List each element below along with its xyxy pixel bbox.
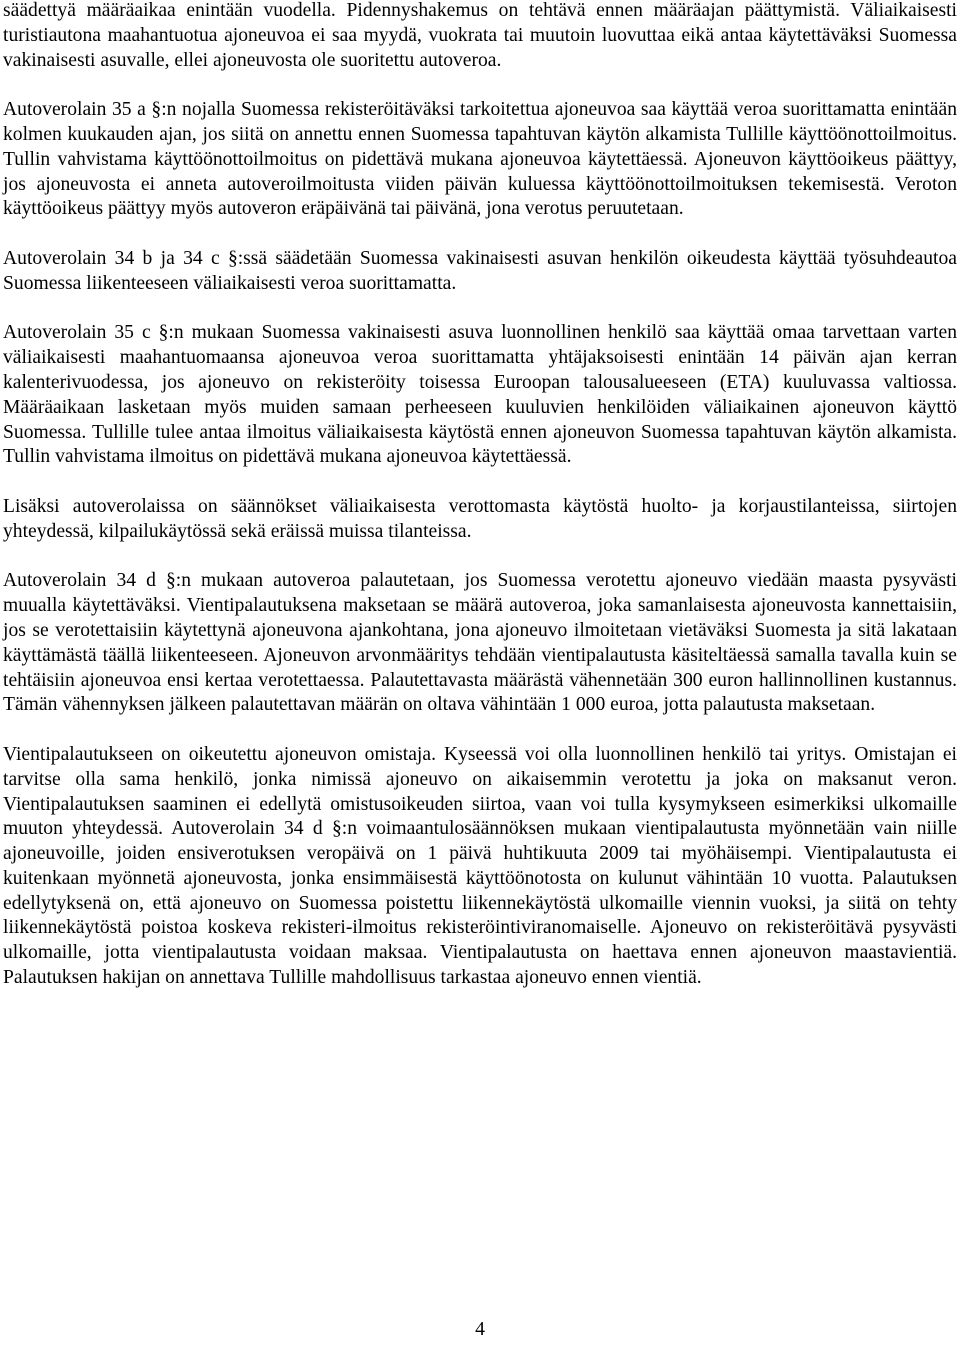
paragraph-34d-vientipalautus: Autoverolain 34 d §:n mukaan autoveroa palautetaan, jos Suomessa verotettu ajoneuvo viedään maasta pysyvästi muualla käytettäväksi. Vientipalautuksena maksetaan se määrä autoveroa, joka samanlaisesta ajoneuvosta kannettaisiin, jos se verotettaisiin käytettynä ajoneuvona ajankohtana, jona ajoneuvo ilmoitetaan vietäväksi Suomesta ja sitä lakataan käyttämästä täällä liikenteeseen. Ajoneuvon arvonmääritys tehdään vientipalautusta käsiteltäessä samalla tavalla kuin se tehtäisiin ajoneuvoa ensi kertaa verotettaessa. Palautettavasta määrästä vähennetään 300 euron hallinnollinen kustannus. Tämän vähennyksen jälkeen palautettavan määrän on oltava vähintään 1 000 euroa, jotta palautusta maksetaan. xyxy=(3,570,957,716)
paragraph-35c-eta-ajoneuvo: Autoverolain 35 c §:n mukaan Suomessa vakinaisesti asuva luonnollinen henkilö saa käyttää omaa tarvettaan varten väliaikaisesti maahantuomaansa ajoneuvoa veroa suorittamatta yhtäjaksoisesti enintään 14 päivän ajan kerran kalenterivuodessa, jos ajoneuvo on rekisteröity toisessa Euroopan talousalueeseen (ETA) kuuluvassa valtiossa. Määräaikaan lasketaan myös muiden samaan perheeseen kuuluvien henkilöiden väliaikainen ajoneuvon käyttö Suomessa. Tullille tulee antaa ilmoitus väliaikaisesta käytöstä ennen ajoneuvon Suomessa tapahtuvan käytön alkamista. Tullin vahvistama ilmoitus on pidettävä mukana ajoneuvoa käytettäessä. xyxy=(3,322,957,468)
paragraph-vientipalautus-oikeutettu: Vientipalautukseen on oikeutettu ajoneuvon omistaja. Kyseessä voi olla luonnollinen henkilö tai yritys. Omistajan ei tarvitse olla sama henkilö, jonka nimissä ajoneuvo on aikaisemmin verotettu ja joka on maksanut veron. Vientipalautuksen saaminen ei edellytä omistusoikeuden siirtoa, vaan voi tulla kysymykseen esimerkiksi ulkomaille muuton yhteydessä. Autoverolain 34 d §:n voimaantulosäännöksen mukaan vientipalautusta myönnetään vain niille ajoneuvoille, joiden ensiverotuksen veropäivä on 1 päivä huhtikuuta 2009 tai myöhäisempi. Vientipalautusta ei kuitenkaan myönnetä ajoneuvosta, jonka ensimmäisestä käyttöönotosta on kulunut vähintään 10 vuotta. Palautuksen edellytyksenä on, että ajoneuvo on Suomessa poistettu liikennekäytöstä ulkomaille viennin vuoksi, ja siitä on tehty liikennekäytöstä poistoa koskeva rekisteri-ilmoitus rekisteröintiviranomaiselle. Ajoneuvo on rekisteröitävä pysyvästi ulkomaille, jotta vientipalautusta voidaan maksaa. Vientipalautusta on haettava ennen ajoneuvon maastavientiä. Palautuksen hakijan on annettava Tullille mahdollisuus tarkastaa ajoneuvo ennen vientiä. xyxy=(3,743,957,989)
paragraph-35a-kayttoonottoilmoitus: Autoverolain 35 a §:n nojalla Suomessa rekisteröitäväksi tarkoitettua ajoneuvoa saa käyttää veroa suorittamatta enintään kolmen kuukauden ajan, jos siitä on annettu ennen Suomessa tapahtuvan käytön alkamista Tullille käyttöönottoilmoitus. Tullin vahvistama käyttöönottoilmoitus on pidettävä mukana ajoneuvoa käytettäessä. Ajoneuvon käyttöoikeus päättyy, jos ajoneuvosta ei anneta autoveroilmoitusta viiden päivän kuluessa käyttöönottoilmoituksen tekemisestä. Veroton käyttöoikeus päättyy myös autoveron eräpäivänä tai päivänä, jona verotus peruutetaan. xyxy=(3,99,957,220)
paragraph-34b-34c-tyosuhdeauto: Autoverolain 34 b ja 34 c §:ssä säädetään Suomessa vakinaisesti asuvan henkilön oikeudesta käyttää työsuhdeautoa Suomessa liikenteeseen väliaikaisesti veroa suorittamatta. xyxy=(3,247,957,294)
paragraph-muut-tilanteet: Lisäksi autoverolaissa on säännökset väliaikaisesta verottomasta käytöstä huolto- ja korjaustilanteissa, siirtojen yhteydessä, kilpailukäytössä sekä eräissä muissa tilanteissa. xyxy=(3,495,957,542)
paragraph-turistiauto-continuation: säädettyä määräaikaa enintään vuodella. Pidennyshakemus on tehtävä ennen määräajan päättymistä. Väliaikaisesti turistiautona maahantuotua ajoneuvoa ei saa myydä, vuokrata tai muutoin luovuttaa eikä antaa käytettäväksi Suomessa vakinaisesti asuvalle, ellei ajoneuvosta ole suoritettu autoveroa. xyxy=(3,0,957,71)
page-number: 4 xyxy=(475,1319,485,1340)
